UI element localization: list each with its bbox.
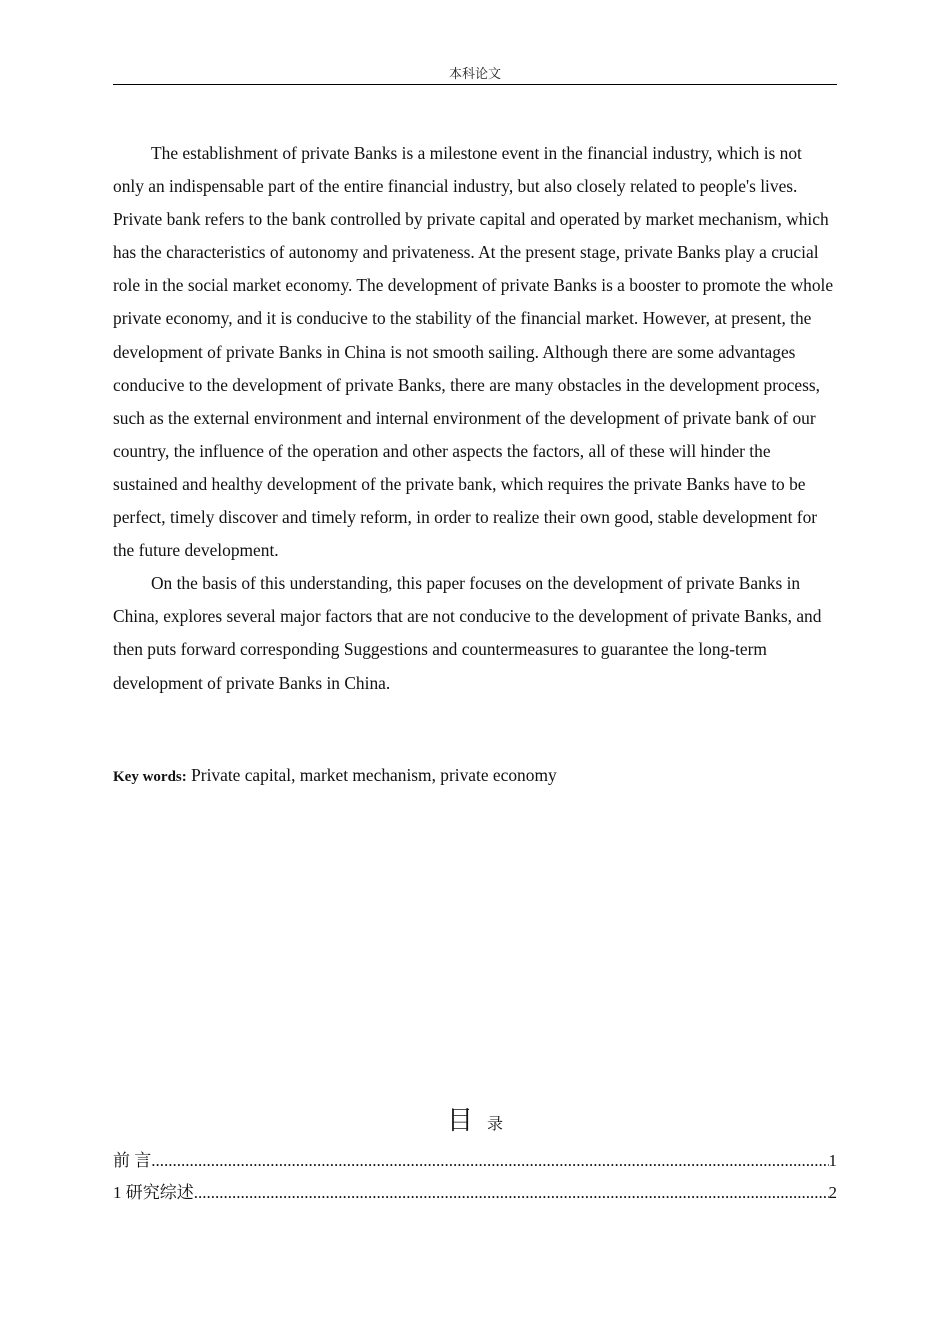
abstract-body [113, 137, 835, 700]
keywords-line [113, 760, 835, 792]
toc-title-main: 目 [446, 1106, 473, 1135]
toc-leader-dots [194, 1177, 829, 1209]
keywords-label: Key words: [113, 769, 187, 785]
toc-entry-label: 前 言 [113, 1151, 152, 1170]
keywords-text: Private capital, market mechanism, private economy [191, 765, 557, 785]
abstract-paragraph-2: On the basis of this understanding, this paper focuses on the development of private Banks in China, explores several major factors that are not conducive to the development of private Banks, and then puts forward corresponding Suggestions and countermeasures to guarantee the long-term development of private Banks in China. [113, 573, 822, 693]
toc-entry-preface[interactable] [113, 1145, 837, 1177]
toc-title-sub: 录 [487, 1116, 504, 1133]
header-title: 本科论文 [448, 66, 501, 81]
toc-title [0, 1104, 950, 1142]
toc-entry-page: 2 [828, 1183, 837, 1202]
table-of-contents [113, 1145, 837, 1209]
abstract-paragraph-1: The establishment of private Banks is a milestone event in the financial industry, which is not only an indispensable part of the entire financial industry, but also closely related to people's lives. Private bank refers to the bank controlled by private capital and operated by market mechanism, which has the characteristics of autonomy and privateness. At the present stage, private Banks play a crucial role in the social market economy. The development of private Banks is a booster to promote the whole private economy, and it is conducive to the stability of the financial market. However, at present, the development of private Banks in China is not smooth sailing. Although there are some advantages conducive to the development of private Banks, there are many obstacles in the development process, such as the external environment and internal environment of the development of private bank of our country, the influence of the operation and other aspects the factors, all of these will hinder the sustained and healthy development of the private bank, which requires the private Banks have to be perfect, timely discover and timely reform, in order to realize their own good, stable development for the future development. [113, 143, 834, 561]
page-header [113, 64, 837, 85]
toc-entry-label: 1 研究综述 [113, 1183, 194, 1202]
toc-entry-research-review[interactable] [113, 1177, 837, 1209]
toc-leader-dots [151, 1145, 828, 1177]
toc-entry-page: 1 [828, 1151, 837, 1170]
